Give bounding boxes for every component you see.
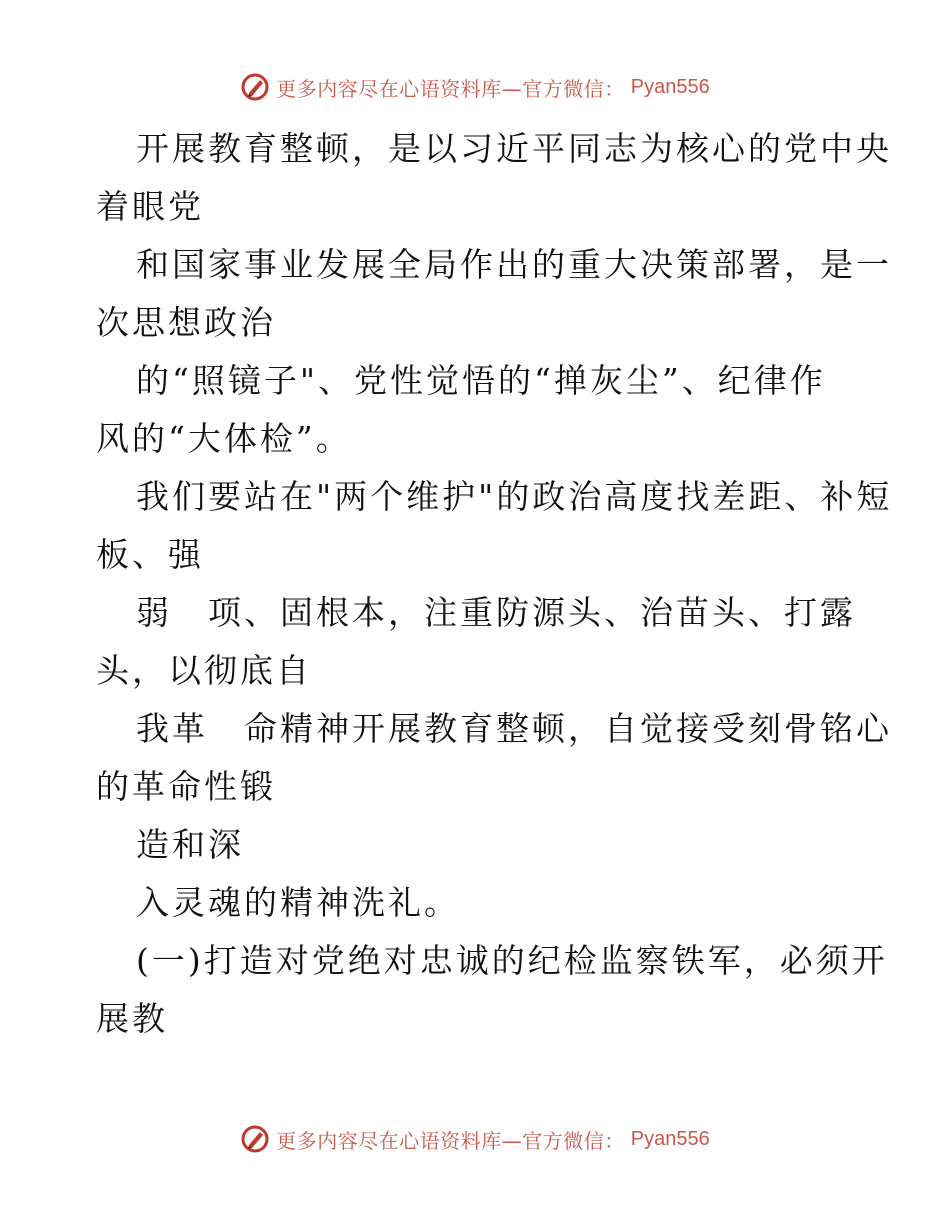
watermark-text: 更多内容尽在心语资料库—官方微信： <box>276 1128 625 1153</box>
text-line: 风的“大体检”。 <box>96 419 352 458</box>
document-body <box>96 120 893 1048</box>
text-line: 板、强 <box>96 535 204 574</box>
text-line: 头，以彻底自 <box>96 651 312 690</box>
text-line: 次思想政治 <box>96 303 276 342</box>
text-line: (一)打造对党绝对忠诚的纪检监察铁军，必须开 <box>136 941 888 980</box>
text-line: 弱 项、固根本，注重防源头、治苗头、打露 <box>136 593 856 632</box>
header-watermark <box>0 72 950 102</box>
watermark-wechat-id: Pyan556 <box>630 75 710 98</box>
text-line: 着眼党 <box>96 187 204 226</box>
watermark-wechat-id: Pyan556 <box>630 1127 710 1150</box>
text-line: 入灵魂的精神洗礼。 <box>136 883 460 922</box>
text-line: 我们要站在"两个维护"的政治高度找差距、补短 <box>136 477 893 516</box>
text-line: 开展教育整顿，是以习近平同志为核心的党中央 <box>136 129 892 168</box>
text-line: 和国家事业发展全局作出的重大决策部署，是一 <box>136 245 892 284</box>
text-line: 的“照镜子"、党性觉悟的“掸灰尘”、纪律作 <box>136 361 826 400</box>
watermark-text: 更多内容尽在心语资料库—官方微信： <box>276 76 625 101</box>
text-line: 造和深 <box>136 825 244 864</box>
pen-logo-icon <box>240 72 270 102</box>
text-line: 的革命性锻 <box>96 767 276 806</box>
pen-logo-icon <box>240 1124 270 1154</box>
text-line: 展教 <box>96 999 168 1038</box>
text-line: 我革 命精神开展教育整顿，自觉接受刻骨铭心 <box>136 709 892 748</box>
footer-watermark <box>0 1124 950 1154</box>
